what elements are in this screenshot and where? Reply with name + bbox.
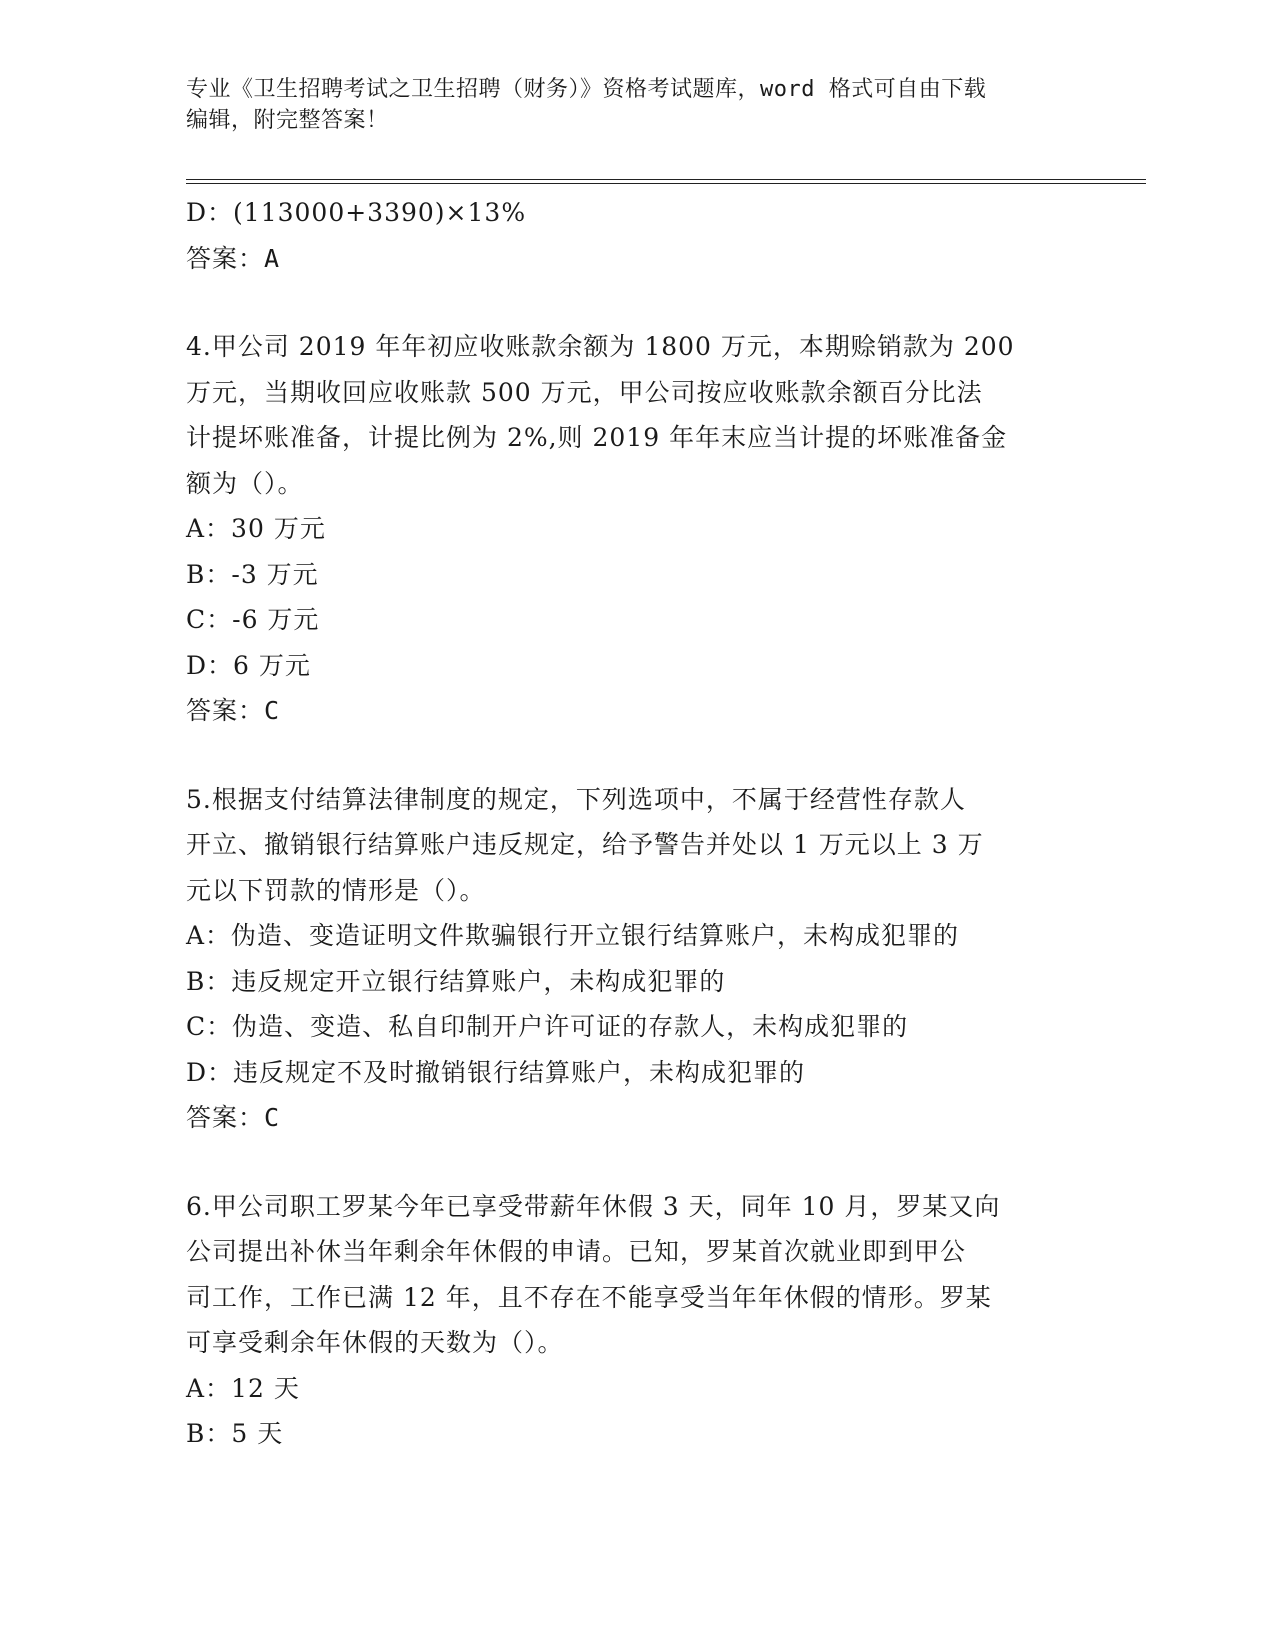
question-text-line: 公司提出补休当年剩余年休假的申请。已知，罗某首次就业即到甲公 xyxy=(186,1237,967,1266)
option-d: D：6 万元 xyxy=(186,650,311,680)
option-d: D：(113000+3390)×13% xyxy=(186,198,527,227)
answer-line: 答案：C xyxy=(186,696,281,725)
question-5 xyxy=(186,777,1066,1141)
document-header xyxy=(186,74,1066,136)
option-a: A：12 天 xyxy=(186,1373,300,1403)
option-a: A：伪造、变造证明文件欺骗银行开立银行结算账户，未构成犯罪的 xyxy=(186,921,960,950)
header-divider-bottom xyxy=(186,183,1146,184)
question-6 xyxy=(186,1184,1066,1457)
question-text-line: 计提坏账准备，计提比例为 2%,则 2019 年年末应当计提的坏账准备金 xyxy=(186,423,1008,452)
question-3-tail xyxy=(186,190,1066,281)
question-text-line: 司工作，工作已满 12 年，且不存在不能享受当年年休假的情形。罗某 xyxy=(186,1282,992,1312)
header-divider-top xyxy=(186,179,1146,180)
option-b: B：-3 万元 xyxy=(186,559,319,589)
question-text-line: 4.甲公司 2019 年年初应收账款余额为 1800 万元，本期赊销款为 200 xyxy=(186,332,1015,361)
header-title-line-1: 专业《卫生招聘考试之卫生招聘（财务）》资格考试题库，word 格式可自由下载 xyxy=(186,77,987,102)
answer-line: 答案：A xyxy=(186,243,281,273)
option-c: C：伪造、变造、私自印制开户许可证的存款人，未构成犯罪的 xyxy=(186,1012,909,1041)
question-text-line: 元以下罚款的情形是（）。 xyxy=(186,875,486,905)
option-d: D：违反规定不及时撤销银行结算账户，未构成犯罪的 xyxy=(186,1057,806,1087)
question-text-line: 可享受剩余年休假的天数为（）。 xyxy=(186,1328,564,1357)
question-text-line: 5.根据支付结算法律制度的规定，下列选项中，不属于经营性存款人 xyxy=(186,784,966,814)
question-text-line: 额为（）。 xyxy=(186,468,304,498)
spacer xyxy=(186,281,1066,324)
question-text-line: 6.甲公司职工罗某今年已享受带薪年休假 3 天，同年 10 月，罗某又向 xyxy=(186,1191,1001,1221)
option-a: A：30 万元 xyxy=(186,514,326,543)
option-b: B：违反规定开立银行结算账户，未构成犯罪的 xyxy=(186,966,726,996)
question-text-line: 万元，当期收回应收账款 500 万元，甲公司按应收账款余额百分比法 xyxy=(186,377,983,407)
question-text-line: 开立、撤销银行结算账户违反规定，给予警告并处以 1 万元以上 3 万 xyxy=(186,830,984,859)
option-c: C：-6 万元 xyxy=(186,605,320,634)
option-b: B：5 天 xyxy=(186,1419,284,1448)
spacer xyxy=(186,1141,1066,1184)
document-body xyxy=(186,190,1066,1457)
spacer xyxy=(186,734,1066,777)
answer-line: 答案：C xyxy=(186,1103,281,1132)
header-title-line-2: 编辑，附完整答案！ xyxy=(186,108,389,133)
question-4 xyxy=(186,324,1066,734)
